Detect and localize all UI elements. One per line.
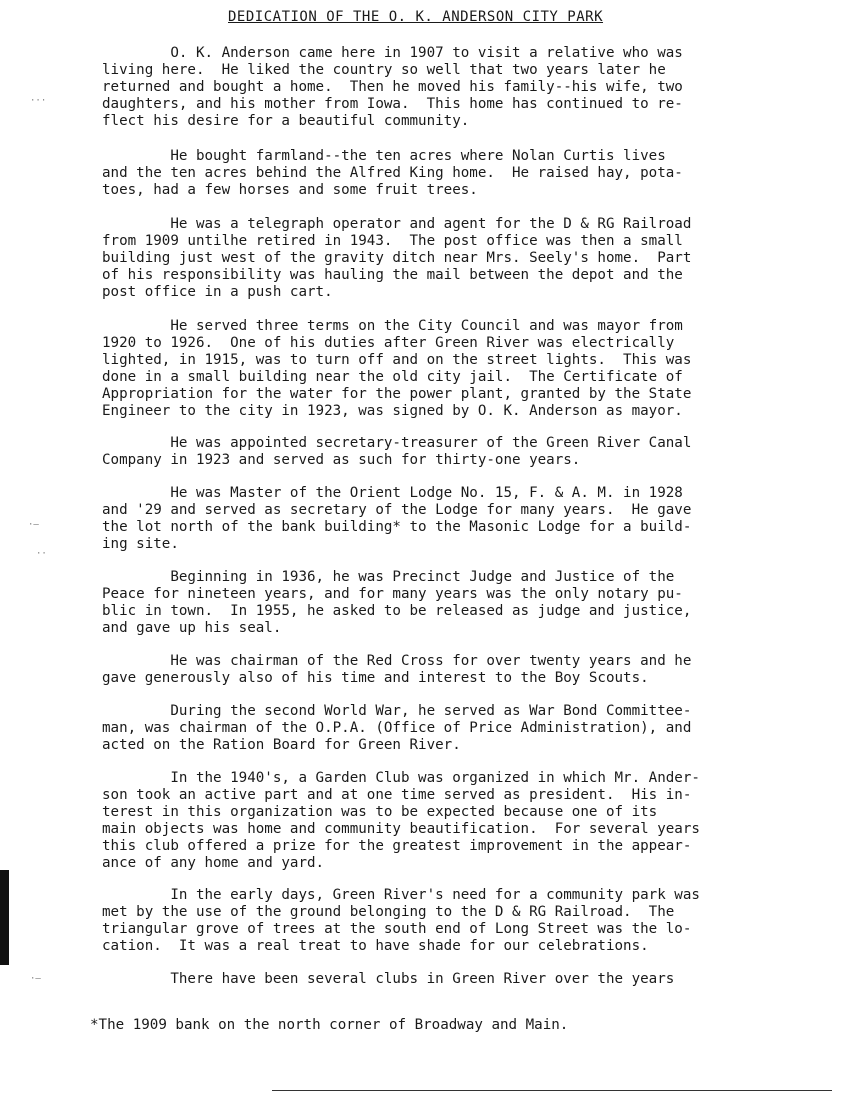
paragraph-line: Company in 1923 and served as such for thirty-one years.: [102, 452, 581, 468]
paragraph-line: daughters, and his mother from Iowa. This home has continued to re-: [102, 96, 683, 112]
paragraph-line: ing site.: [102, 536, 179, 552]
paragraph-line: He was appointed secretary-treasurer of the Green River Canal: [102, 435, 692, 451]
paragraph-line: acted on the Ration Board for Green River.: [102, 737, 461, 753]
paragraph-arrival: [102, 45, 802, 130]
paragraph-line: He served three terms on the City Council and was mayor from: [102, 318, 683, 334]
footnote: *The 1909 bank on the north corner of Broadway and Main.: [90, 1017, 569, 1033]
paragraph-clubs: [102, 971, 802, 988]
paragraph-orient-lodge: [102, 485, 802, 553]
paragraph-precinct-judge: [102, 569, 802, 637]
paragraph-city-council: [102, 318, 802, 420]
scan-speck: ·–: [28, 520, 39, 530]
bottom-rule: [272, 1090, 832, 1091]
paragraph-line: gave generously also of his time and interest to the Boy Scouts.: [102, 670, 649, 686]
paragraph-line: cation. It was a real treat to have shade for our celebrations.: [102, 938, 649, 954]
paragraph-line: and gave up his seal.: [102, 620, 282, 636]
paragraph-line: In the 1940's, a Garden Club was organized in which Mr. Ander-: [102, 770, 700, 786]
paragraph-line: He was a telegraph operator and agent for the D & RG Railroad: [102, 216, 692, 232]
paragraph-line: flect his desire for a beautiful community.: [102, 113, 470, 129]
paragraph-line: During the second World War, he served as War Bond Committee-: [102, 703, 692, 719]
paragraph-line: There have been several clubs in Green River over the years: [102, 971, 675, 987]
page-title: DEDICATION OF THE O. K. ANDERSON CITY PARK: [228, 9, 604, 25]
paragraph-line: terest in this organization was to be expected because one of its: [102, 804, 658, 820]
paragraph-line: and the ten acres behind the Alfred King home. He raised hay, pota-: [102, 165, 683, 181]
paragraph-line: O. K. Anderson came here in 1907 to visit a relative who was: [102, 45, 683, 61]
paragraph-line: He was Master of the Orient Lodge No. 15, F. & A. M. in 1928: [102, 485, 683, 501]
paragraph-early-park: [102, 887, 802, 955]
paragraph-line: Peace for nineteen years, and for many years was the only notary pu-: [102, 586, 683, 602]
paragraph-line: toes, had a few horses and some fruit trees.: [102, 182, 478, 198]
paragraph-line: the lot north of the bank building* to the Masonic Lodge for a build-: [102, 519, 692, 535]
paragraph-line: from 1909 untilhe retired in 1943. The post office was then a small: [102, 233, 683, 249]
paragraph-line: Appropriation for the water for the power plant, granted by the State: [102, 386, 692, 402]
paragraph-line: this club offered a prize for the greatest improvement in the appear-: [102, 838, 692, 854]
scan-speck: ·–: [30, 974, 41, 984]
paragraph-line: He was chairman of the Red Cross for over twenty years and he: [102, 653, 692, 669]
paragraph-line: blic in town. In 1955, he asked to be released as judge and justice,: [102, 603, 692, 619]
paragraph-line: done in a small building near the old city jail. The Certificate of: [102, 369, 683, 385]
paragraph-line: returned and bought a home. Then he moved his family--his wife, two: [102, 79, 683, 95]
paragraph-line: and '29 and served as secretary of the Lodge for many years. He gave: [102, 502, 692, 518]
scan-edge-shadow: [0, 870, 9, 965]
paragraph-line: living here. He liked the country so well that two years later he: [102, 62, 666, 78]
scan-speck: ··: [36, 549, 47, 559]
paragraph-line: In the early days, Green River's need for a community park was: [102, 887, 700, 903]
paragraph-line: lighted, in 1915, was to turn off and on the street lights. This was: [102, 352, 692, 368]
paragraph-red-cross: [102, 653, 802, 687]
paragraph-line: of his responsibility was hauling the mail between the depot and the: [102, 267, 683, 283]
paragraph-line: building just west of the gravity ditch near Mrs. Seely's home. Part: [102, 250, 692, 266]
paragraph-world-war: [102, 703, 802, 754]
paragraph-farmland: [102, 148, 802, 199]
paragraph-line: son took an active part and at one time served as president. His in-: [102, 787, 692, 803]
paragraph-garden-club: [102, 770, 802, 872]
paragraph-line: man, was chairman of the O.P.A. (Office of Price Administration), and: [102, 720, 692, 736]
scan-speck: ···: [30, 96, 47, 106]
paragraph-line: ance of any home and yard.: [102, 855, 325, 871]
paragraph-line: met by the use of the ground belonging to the D & RG Railroad. The: [102, 904, 675, 920]
paragraph-telegraph: [102, 216, 802, 301]
paragraph-line: Engineer to the city in 1923, was signed by O. K. Anderson as mayor.: [102, 403, 683, 419]
paragraph-line: 1920 to 1926. One of his duties after Green River was electrically: [102, 335, 675, 351]
paragraph-line: He bought farmland--the ten acres where Nolan Curtis lives: [102, 148, 666, 164]
paragraph-line: main objects was home and community beautification. For several years: [102, 821, 700, 837]
paragraph-line: Beginning in 1936, he was Precinct Judge and Justice of the: [102, 569, 675, 585]
paragraph-line: triangular grove of trees at the south end of Long Street was the lo-: [102, 921, 692, 937]
paragraph-canal-company: [102, 435, 802, 469]
paragraph-line: post office in a push cart.: [102, 284, 333, 300]
